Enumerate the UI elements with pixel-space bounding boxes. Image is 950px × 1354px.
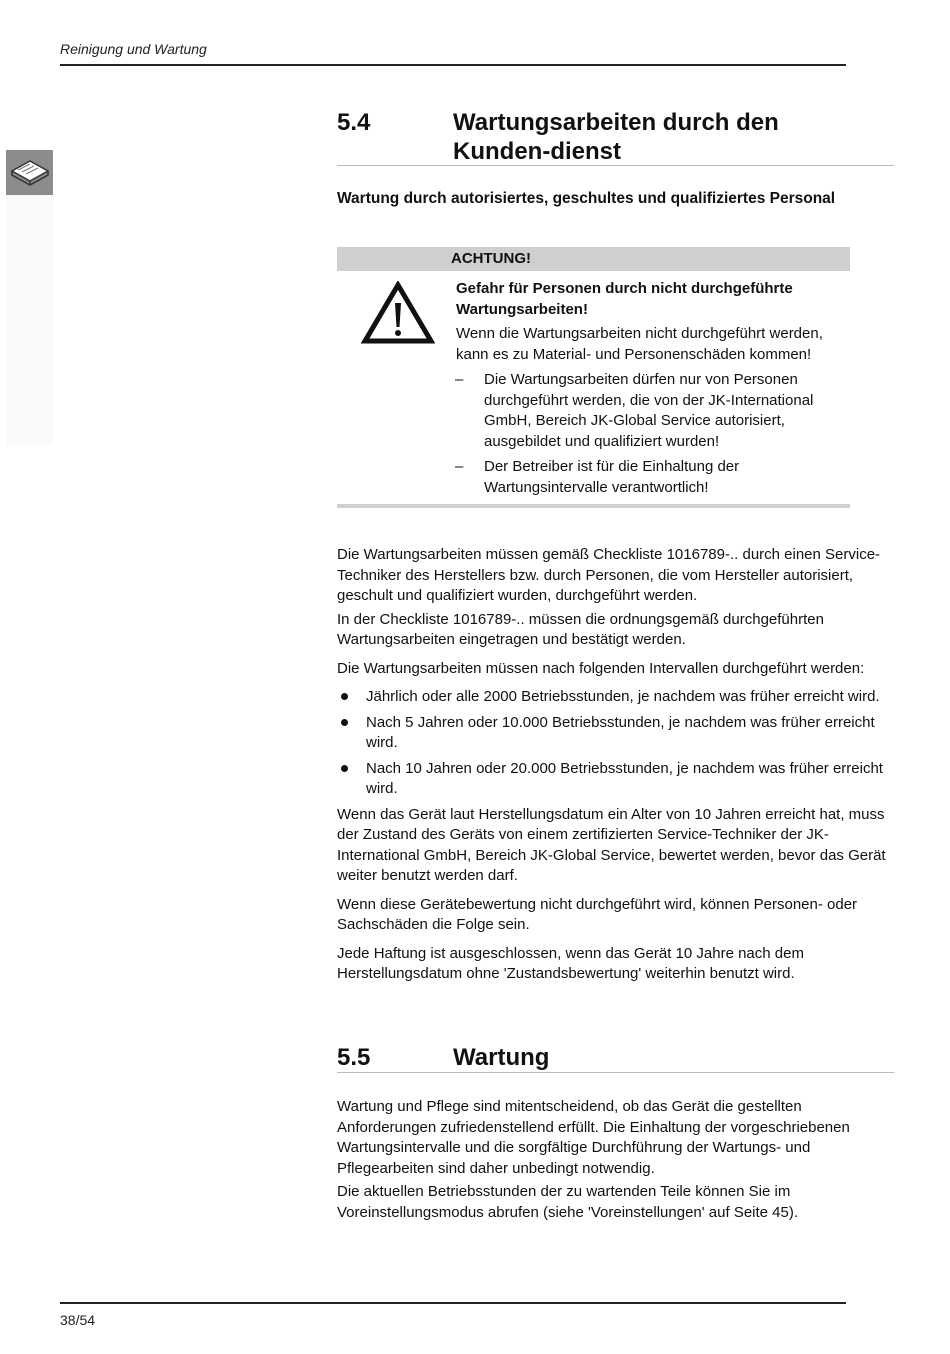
- interval-list: [337, 687, 889, 800]
- warning-header-bar: [337, 247, 850, 271]
- section-title: Wartungsarbeiten durch den Kunden-dienst: [453, 109, 779, 165]
- paragraph: Die aktuellen Betriebsstunden der zu wartenden Teile können Sie im Voreinstellungsmodus abrufen (siehe 'Voreinstellungen' auf Seite 45).: [337, 1183, 799, 1221]
- warning-body: [456, 279, 836, 503]
- page-number: 38/54: [60, 1312, 96, 1328]
- warning-text: Wenn die Wartungsarbeiten nicht durchgeführt werden, kann es zu Material- und Personenschäden kommen!: [456, 325, 823, 363]
- warning-list: [455, 370, 836, 498]
- book-icon: [10, 157, 50, 187]
- warning-headline: Gefahr für Personen durch nicht durchgeführte Wartungsarbeiten!: [456, 280, 793, 318]
- section-number: 5.4: [337, 109, 371, 136]
- paragraph: Wenn das Gerät laut Herstellungsdatum ein Alter von 10 Jahren erreicht hat, muss der Zustand des Geräts von einem zertifizierten Service-Techniker der JK-International GmbH, Bereich JK-Global Service, bewertet werden, bevor das Gerät weiter benutzt werden darf.: [337, 805, 886, 884]
- footer-rule: [60, 1302, 846, 1304]
- paragraph: Die Wartungsarbeiten müssen nach folgenden Intervallen durchgeführt werden:: [337, 659, 865, 677]
- section-heading-5-5: [337, 1043, 894, 1073]
- subheading: Wartung durch autorisiertes, geschultes und qualifiziertes Personal: [337, 190, 836, 207]
- section-title: Wartung: [453, 1044, 550, 1071]
- section-5-4-body: [337, 545, 889, 993]
- section-5-5-body: [337, 1097, 889, 1231]
- list-item: Nach 10 Jahren oder 20.000 Betriebsstunden, je nachdem was früher erreicht wird.: [337, 759, 889, 800]
- chapter-tab-strip: [6, 195, 53, 445]
- paragraph: Jede Haftung ist ausgeschlossen, wenn das Gerät 10 Jahre nach dem Herstellungsdatum ohne 'Zustandsbewertung' weiterhin benutzt wird.: [337, 944, 804, 982]
- warning-label: ACHTUNG!: [451, 250, 531, 267]
- list-item: – Der Betreiber ist für die Einhaltung der Wartungsintervalle verantwortlich!: [455, 457, 836, 498]
- chapter-tab: [6, 150, 53, 195]
- list-item: – Die Wartungsarbeiten dürfen nur von Personen durchgeführt werden, die von der JK-International GmbH, Bereich JK-Global Service autorisiert, ausgebildet und qualifiziert wurden!: [455, 370, 836, 452]
- section-number: 5.5: [337, 1044, 371, 1071]
- paragraph: In der Checkliste 1016789-.. müssen die ordnungsgemäß durchgeführten Wartungsarbeiten eingetragen und bestätigt werden.: [337, 610, 824, 648]
- paragraph: Wartung und Pflege sind mitentscheidend, ob das Gerät die gestellten Anforderungen zufriedenstellend erfüllt. Die Einhaltung der vorgeschriebenen Wartungsintervalle und die sorgfältige Durchführung der Wartungs- und Pflegearbeiten sind daher unbedingt notwendig.: [337, 1098, 850, 1177]
- list-item: Jährlich oder alle 2000 Betriebsstunden, je nachdem was früher erreicht wird.: [337, 687, 889, 708]
- paragraph: Die Wartungsarbeiten müssen gemäß Checkliste 1016789-.. durch einen Service-Techniker des Herstellers bzw. durch Personen, die vom Hersteller autorisiert, geschult und qualifiziert wurden, durchgeführt werden.: [337, 546, 881, 604]
- paragraph: Wenn diese Gerätebewertung nicht durchgeführt wird, können Personen- oder Sachschäden die Folge sein.: [337, 895, 858, 933]
- header-rule: [60, 64, 846, 66]
- warning-triangle-icon: [361, 281, 435, 345]
- running-header: Reinigung und Wartung: [60, 41, 207, 57]
- list-item: Nach 5 Jahren oder 10.000 Betriebsstunden, je nachdem was früher erreicht wird.: [337, 713, 889, 754]
- warning-bottom-rule: [337, 504, 850, 508]
- section-heading-5-4: [337, 108, 894, 166]
